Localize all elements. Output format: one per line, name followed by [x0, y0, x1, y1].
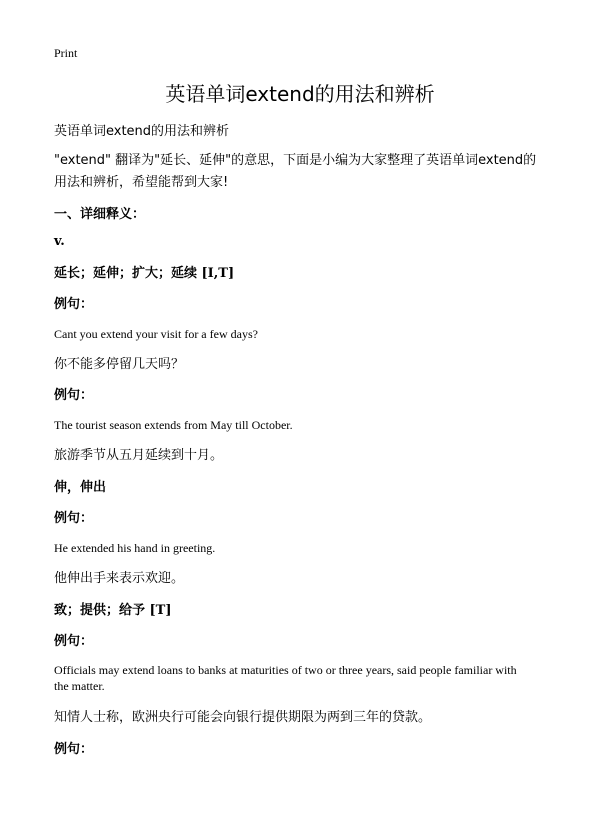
part-of-speech: v. [54, 234, 65, 249]
example-label: 例句： [54, 511, 94, 526]
example-chinese: 旅游季节从五月延续到十月。 [54, 448, 224, 463]
example-english: He extended his hand in greeting. [54, 541, 216, 555]
sense-meaning: 延长；延伸；扩大；延续 [I,T] [54, 266, 235, 281]
print-link[interactable]: Print [54, 46, 78, 60]
sense-meaning: 伸，伸出 [54, 480, 107, 495]
example-english: Cant you extend your visit for a few days? [54, 327, 258, 341]
example-chinese: 他伸出手来表示欢迎。 [54, 571, 185, 586]
example-label: 例句： [54, 634, 94, 649]
subtitle: 英语单词extend的用法和辨析 [54, 124, 230, 139]
example-chinese: 知情人士称，欧洲央行可能会向银行提供期限为两到三年的贷款。 [54, 710, 432, 725]
section-heading: 一、详细释义： [54, 207, 146, 222]
example-english: Officials may extend loans to banks at maturities of two or three years, said people familiar with the matter. [54, 663, 517, 693]
page-title: 英语单词extend的用法和辨析 [165, 82, 435, 106]
example-label: 例句： [54, 388, 94, 403]
example-label: 例句： [54, 297, 94, 312]
sense-meaning: 致；提供；给予 [T] [54, 603, 172, 618]
intro-paragraph: "extend" 翻译为"延长、延伸"的意思，下面是小编为大家整理了英语单词extend的用法和辨析，希望能帮到大家! [54, 153, 537, 190]
example-chinese: 你不能多停留几天吗？ [54, 357, 185, 372]
example-english: The tourist season extends from May till October. [54, 418, 293, 432]
example-label: 例句： [54, 742, 94, 757]
